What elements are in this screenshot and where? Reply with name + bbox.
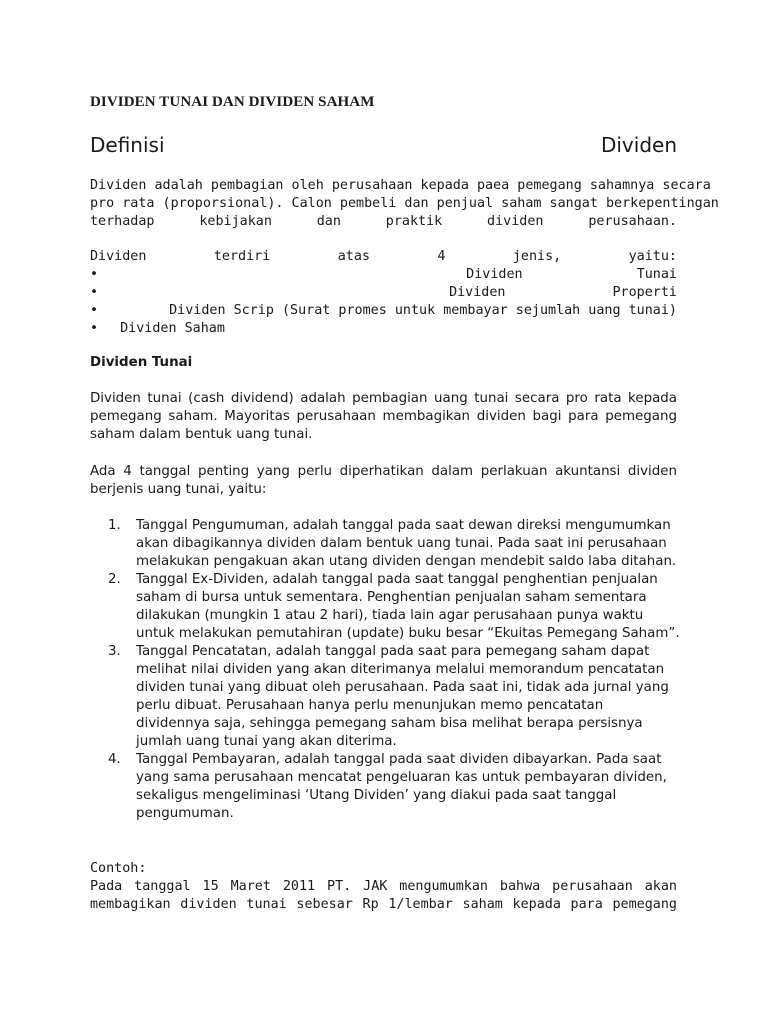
list-line: saham di bursa untuk sementara. Penghentian penjualan saham sementara (136, 590, 647, 605)
list-item (90, 320, 677, 338)
list-line: dilakukan (mungkin 1 atau 2 hari), tiada lain agar perusahaan punya waktu (136, 608, 644, 623)
paragraph-line: Dividen tunai (cash dividend) adalah pembagian uang tunai secara pro rata kepada (90, 391, 677, 406)
example-label: Contoh: (90, 861, 147, 876)
list-line: sekaligus mengeliminasi ‘Utang Dividen’ yang diakui pada saat tanggal (136, 788, 617, 803)
list-item (108, 643, 678, 751)
paragraph-line: terhadap kebijakan dan praktik dividen perusahaan. (90, 214, 677, 229)
list-item-word: Dividen (449, 285, 506, 300)
list-item (108, 571, 678, 643)
bullet: • (90, 267, 99, 282)
paragraph-line: membagikan dividen tunai sebesar Rp 1/lembar saham kepada para pemegang (90, 897, 677, 912)
list-line: Tanggal Pembayaran, adalah tanggal pada saat dividen dibayarkan. Pada saat (136, 752, 662, 767)
heading-left: Definisi (90, 133, 165, 157)
list-number: 1. (108, 518, 121, 533)
list-line: jumlah uang tunai yang akan diterima. (136, 734, 397, 749)
list-item (90, 266, 677, 284)
list-item-word: Tunai (636, 267, 677, 282)
paragraph-line: Pada tanggal 15 Maret 2011 PT. JAK mengumumkan bahwa perusahaan akan (90, 879, 677, 894)
list-number: 2. (108, 572, 121, 587)
list-item-word: Dividen (466, 267, 523, 282)
list-line: akan dibagikannya dividen dalam bentuk uang tunai. Pada saat ini perusahaan (136, 536, 667, 551)
bullet: • (90, 321, 99, 336)
list-line: yang sama perusahaan mencatat pengeluaran kas untuk pembayaran dividen, (136, 770, 667, 785)
heading-right: Dividen (600, 133, 677, 157)
list-number: 3. (108, 644, 121, 659)
important-dates-paragraph (90, 463, 677, 499)
list-line: dividennya saja, sehingga pemegang saham bisa melihat berapa persisnya (136, 716, 643, 731)
section-heading (90, 132, 677, 158)
list-line: melihat nilai dividen yang akan diterimanya melalui memorandum pencatatan (136, 662, 665, 677)
paragraph-line: saham dalam bentuk uang tunai. (90, 427, 313, 442)
example-paragraph (90, 860, 677, 914)
paragraph-line: pemegang saham. Mayoritas perusahaan membagikan dividen bagi para pemegang (90, 409, 677, 424)
subheading: Dividen Tunai (90, 355, 193, 370)
list-line: Tanggal Ex-Dividen, adalah tanggal pada saat tanggal penghentian penjualan (136, 572, 658, 587)
dividend-types-paragraph (90, 248, 677, 338)
important-dates-list (108, 517, 678, 823)
list-line: perlu dibuat. Perusahaan hanya perlu menunjukan memo pencatatan (136, 698, 604, 713)
list-line: dividen tunai yang dibuat oleh perusahaan. Pada saat ini, tidak ada jurnal yang (136, 680, 669, 695)
list-item (90, 284, 677, 302)
list-item (108, 517, 678, 571)
types-intro: Dividen terdiri atas 4 jenis, yaitu: (90, 249, 677, 264)
list-item-text: Dividen Saham (120, 321, 225, 336)
list-number: 4. (108, 752, 121, 767)
list-line: pengumuman. (136, 806, 234, 821)
paragraph-line: pro rata (proporsional). Calon pembeli dan penjual saham sangat berkepentingan (90, 196, 719, 211)
list-line: Tanggal Pengumuman, adalah tanggal pada saat dewan direksi mengumumkan (136, 518, 671, 533)
definition-paragraph (90, 177, 719, 231)
list-line: Tanggal Pencatatan, adalah tanggal pada saat para pemegang saham dapat (136, 644, 650, 659)
bullet: • (90, 285, 99, 300)
bullet: • (90, 303, 99, 318)
list-line: melakukan pengakuan akan utang dividen dengan mendebit saldo laba ditahan. (136, 554, 677, 569)
paragraph-line: Dividen adalah pembagian oleh perusahaan kepada paea pemegang sahamnya secara (90, 178, 711, 193)
cash-dividend-paragraph (90, 390, 677, 444)
document-title: DIVIDEN TUNAI DAN DIVIDEN SAHAM (90, 94, 375, 110)
paragraph-line: Ada 4 tanggal penting yang perlu diperhatikan dalam perlakuan akuntansi dividen (90, 464, 677, 479)
list-item-text: Dividen Scrip (Surat promes untuk membayar sejumlah uang tunai) (169, 303, 677, 318)
list-item-word: Properti (612, 285, 677, 300)
list-item (108, 751, 678, 823)
paragraph-line: berjenis uang tunai, yaitu: (90, 482, 267, 497)
list-line: untuk melakukan pemutahiran (update) buku besar “Ekuitas Pemegang Saham”. (136, 626, 680, 641)
list-item (90, 302, 677, 320)
